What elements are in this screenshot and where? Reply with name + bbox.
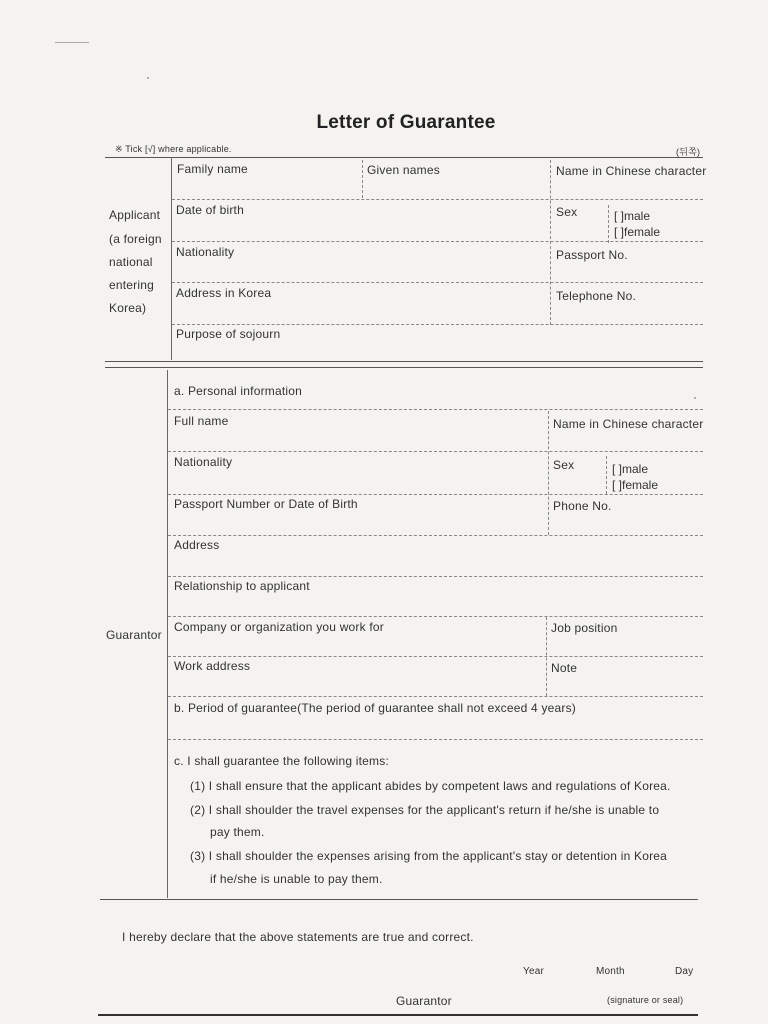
applicant-female-checkbox[interactable]: [ ]female [614,225,661,239]
date-day-label: Day [675,966,694,977]
guarantee-item-2: (2) I shall shoulder the travel expenses for the applicant's return if he/she is unable to [190,803,660,817]
date-month-label: Month [596,966,625,977]
applicant-chinese-name-field[interactable]: Name in Chinese character [556,164,707,178]
g-row-line-6 [168,616,703,617]
signature-hint: (signature or seal) [607,995,684,1005]
name-divider [362,160,363,198]
applicant-male-checkbox[interactable]: [ ]male [614,209,651,223]
telephone-no-field[interactable]: Telephone No. [556,289,636,303]
row-line-1 [172,199,703,200]
job-position-field[interactable]: Job position [551,621,618,635]
work-address-field[interactable]: Work address [174,659,251,673]
g-row-line-1 [168,409,703,410]
applicant-label-line: Applicant [109,208,161,222]
g-row-line-3 [168,494,703,495]
full-name-field[interactable]: Full name [174,414,229,428]
section-divider-2 [105,367,703,368]
page-title: Letter of Guarantee [316,112,496,133]
guarantor-left-divider [167,370,168,898]
address-in-korea-field[interactable]: Address in Korea [176,286,272,300]
signature-label: Guarantor [396,994,452,1008]
section-divider-1 [105,361,703,362]
purpose-of-sojourn-field[interactable]: Purpose of sojourn [176,327,281,341]
passport-or-dob-field[interactable]: Passport Number or Date of Birth [174,497,358,511]
guarantor-bottom-line [100,899,698,900]
guarantee-item-1: (1) I shall ensure that the applicant abides by competent laws and regulations of Korea. [190,779,671,793]
guarantee-items-heading: c. I shall guarantee the following items: [174,754,389,768]
declaration-text: I hereby declare that the above statements are true and correct. [122,930,474,944]
g-row-line-8 [168,696,703,697]
applicant-nationality-field[interactable]: Nationality [176,245,235,259]
applicant-label-line: (a foreign [109,232,162,246]
period-of-guarantee-field[interactable]: b. Period of guarantee(The period of guarantee shall not exceed 4 years) [174,701,576,715]
personal-information-heading: a. Personal information [174,384,302,398]
guarantor-address-field[interactable]: Address [174,538,220,552]
row-line-2 [172,241,703,242]
applicant-right-divider [550,160,551,325]
relationship-field[interactable]: Relationship to applicant [174,579,310,593]
guarantor-sex-label: Sex [553,458,575,472]
row-line-3 [172,282,703,283]
company-field[interactable]: Company or organization you work for [174,620,384,634]
phone-no-field[interactable]: Phone No. [553,499,612,513]
guarantor-nationality-field[interactable]: Nationality [174,455,233,469]
passport-no-field[interactable]: Passport No. [556,248,628,262]
scan-speck [694,397,696,399]
g-row-line-4 [168,535,703,536]
g-sex-divider [606,456,607,494]
guarantee-item-3-cont: if he/she is unable to pay them. [210,872,383,886]
bottom-border-line [98,1014,698,1016]
g-row-line-9 [168,739,703,740]
date-year-label: Year [523,966,545,977]
given-names-field[interactable]: Given names [367,163,440,177]
tick-note: ※ Tick [√] where applicable. [115,144,232,154]
guarantee-item-3: (3) I shall shoulder the expenses arising from the applicant's stay or detention in Korea [190,849,668,863]
applicant-sex-label: Sex [556,205,578,219]
applicant-left-divider [171,157,172,360]
note-field[interactable]: Note [551,661,578,675]
row-line-4 [172,324,703,325]
guarantee-item-2-cont: pay them. [210,825,265,839]
applicant-label-line: Korea) [109,301,147,315]
applicant-label-line: entering [109,278,154,292]
guarantor-female-checkbox[interactable]: [ ]female [612,478,659,492]
g-right-divider-top [548,411,549,535]
guarantor-label: Guarantor [106,628,162,642]
scan-mark [55,42,89,43]
g-row-line-2 [168,451,703,452]
applicant-top-line [105,157,703,158]
date-of-birth-field[interactable]: Date of birth [176,203,244,217]
scan-speck [147,77,149,79]
guarantor-male-checkbox[interactable]: [ ]male [612,462,649,476]
family-name-field[interactable]: Family name [177,162,248,176]
guarantor-chinese-name-field[interactable]: Name in Chinese character [553,417,704,431]
page-side-marker: (뒤쪽) [676,147,701,157]
g-row-line-5 [168,576,703,577]
sex-divider [608,205,609,243]
g-row-line-7 [168,656,703,657]
g-right-divider-bottom [546,617,547,696]
applicant-label-line: national [109,255,153,269]
